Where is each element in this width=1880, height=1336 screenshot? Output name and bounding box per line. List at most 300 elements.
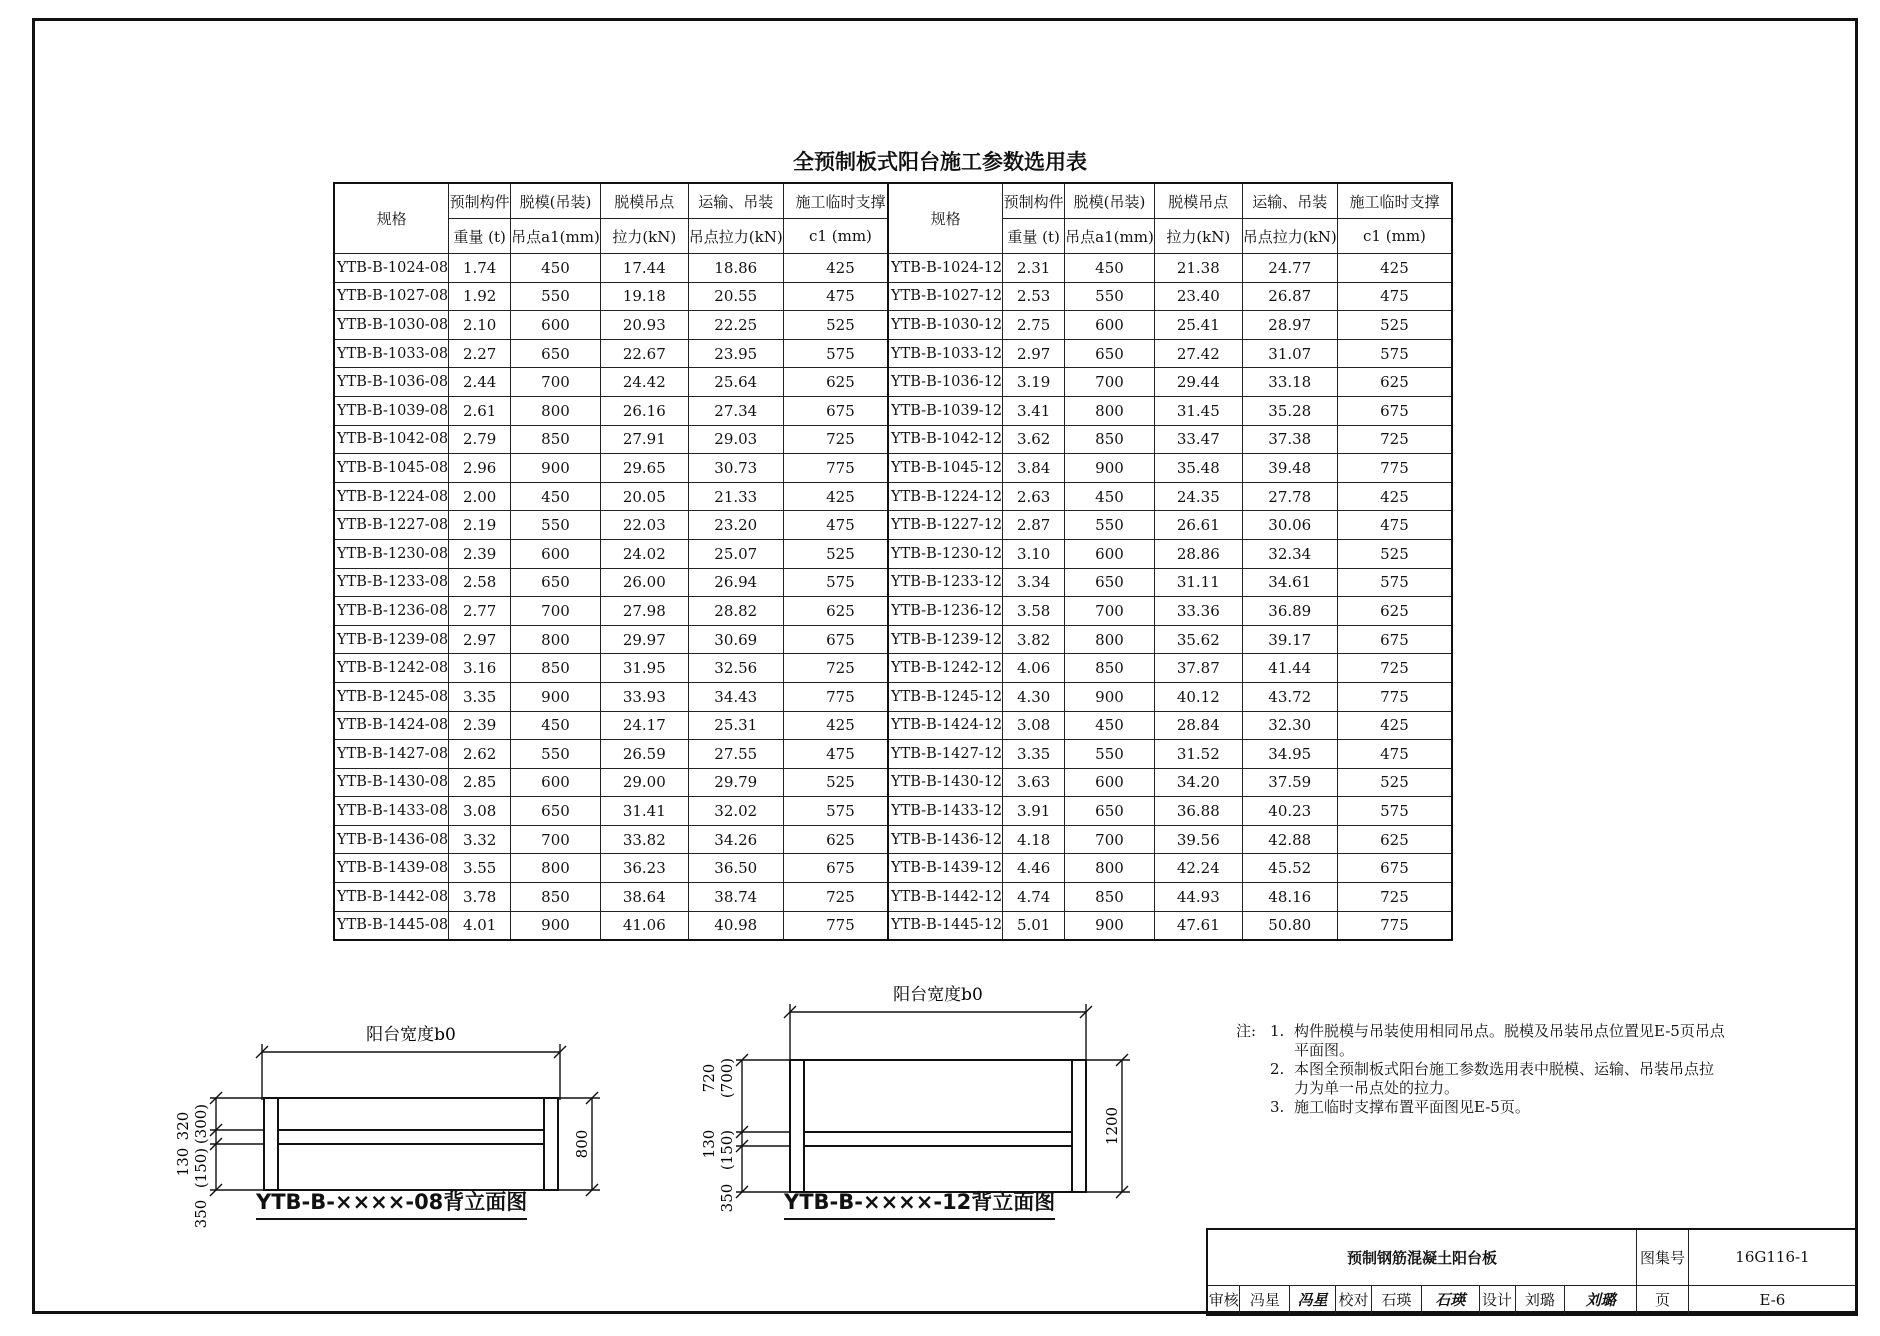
- cell-weight: 3.34: [1003, 568, 1065, 597]
- cell-demold-force: 31.41: [600, 797, 688, 826]
- cell-support-c1: 775: [783, 454, 898, 483]
- cell-transport-force: 27.34: [688, 396, 783, 425]
- cell-weight: 3.82: [1003, 625, 1065, 654]
- cell-a1: 650: [511, 797, 601, 826]
- cell-spec: YTB-B-1224-08: [334, 482, 449, 511]
- cell-transport-force: 20.55: [688, 282, 783, 311]
- cell-spec: YTB-B-1039-08: [334, 396, 449, 425]
- cell-transport-force: 30.06: [1242, 511, 1337, 540]
- header-transport-1: 运输、吊装: [1242, 183, 1337, 219]
- cell-demold-force: 29.65: [600, 454, 688, 483]
- reviewer-name: 冯星: [1240, 1285, 1290, 1315]
- cell-demold-force: 36.23: [600, 854, 688, 883]
- cell-demold-force: 29.97: [600, 625, 688, 654]
- cell-support-c1: 675: [1337, 854, 1452, 883]
- cell-demold-force: 39.56: [1154, 825, 1242, 854]
- cell-spec: YTB-B-1039-12: [888, 396, 1003, 425]
- cell-demold-force: 47.61: [1154, 911, 1242, 940]
- cell-weight: 3.91: [1003, 797, 1065, 826]
- cell-transport-force: 33.18: [1242, 368, 1337, 397]
- cell-weight: 2.53: [1003, 282, 1065, 311]
- header-demold-2: 拉力(kN): [1154, 219, 1242, 254]
- cell-support-c1: 725: [1337, 883, 1452, 912]
- cell-a1: 800: [511, 396, 601, 425]
- cell-support-c1: 675: [1337, 625, 1452, 654]
- width-label: 阳台宽度b0: [366, 1025, 456, 1045]
- cell-demold-force: 26.00: [600, 568, 688, 597]
- cell-spec: YTB-B-1427-12: [888, 740, 1003, 769]
- cell-support-c1: 675: [783, 854, 898, 883]
- cell-weight: 2.63: [1003, 482, 1065, 511]
- cell-support-c1: 775: [783, 911, 898, 940]
- cell-support-c1: 625: [1337, 825, 1452, 854]
- table-row: [334, 568, 898, 597]
- cell-weight: 3.58: [1003, 597, 1065, 626]
- cell-weight: 2.61: [449, 396, 511, 425]
- cell-a1: 600: [511, 539, 601, 568]
- cell-weight: 2.10: [449, 311, 511, 340]
- cell-support-c1: 625: [783, 825, 898, 854]
- cell-transport-force: 26.94: [688, 568, 783, 597]
- cell-support-c1: 575: [1337, 797, 1452, 826]
- cell-support-c1: 725: [1337, 654, 1452, 683]
- caption-12: YTB-B-××××-12背立面图: [784, 1186, 1055, 1220]
- cell-weight: 4.30: [1003, 682, 1065, 711]
- cell-a1: 800: [1065, 625, 1155, 654]
- cell-weight: 2.77: [449, 597, 511, 626]
- cell-support-c1: 675: [783, 625, 898, 654]
- designer-name: 刘璐: [1515, 1285, 1565, 1315]
- review-label: 审核: [1207, 1285, 1240, 1315]
- cell-transport-force: 37.38: [1242, 425, 1337, 454]
- cell-weight: 2.19: [449, 511, 511, 540]
- table-row: [334, 482, 898, 511]
- cell-a1: 800: [511, 854, 601, 883]
- cell-transport-force: 37.59: [1242, 768, 1337, 797]
- cell-support-c1: 475: [1337, 740, 1452, 769]
- cell-a1: 850: [1065, 883, 1155, 912]
- cell-spec: YTB-B-1042-12: [888, 425, 1003, 454]
- cell-support-c1: 725: [783, 883, 898, 912]
- cell-spec: YTB-B-1233-12: [888, 568, 1003, 597]
- cell-transport-force: 35.28: [1242, 396, 1337, 425]
- cell-transport-force: 29.03: [688, 425, 783, 454]
- checker-name: 石瑛: [1371, 1285, 1421, 1315]
- cell-support-c1: 425: [783, 711, 898, 740]
- cell-support-c1: 525: [1337, 539, 1452, 568]
- cell-demold-force: 25.41: [1154, 311, 1242, 340]
- cell-support-c1: 625: [783, 368, 898, 397]
- cell-a1: 900: [511, 454, 601, 483]
- table-row: [888, 825, 1452, 854]
- cell-weight: 2.96: [449, 454, 511, 483]
- header-weight-1: 预制构件: [449, 183, 511, 219]
- cell-weight: 2.75: [1003, 311, 1065, 340]
- cell-demold-force: 26.16: [600, 396, 688, 425]
- cell-a1: 450: [511, 254, 601, 283]
- table-row: [888, 654, 1452, 683]
- reviewer-signature: 冯星: [1290, 1285, 1336, 1315]
- cell-spec: YTB-B-1242-12: [888, 654, 1003, 683]
- cell-spec: YTB-B-1424-08: [334, 711, 449, 740]
- cell-support-c1: 425: [783, 254, 898, 283]
- cell-support-c1: 575: [783, 797, 898, 826]
- cell-weight: 4.06: [1003, 654, 1065, 683]
- cell-a1: 850: [511, 654, 601, 683]
- cell-demold-force: 19.18: [600, 282, 688, 311]
- cell-spec: YTB-B-1045-08: [334, 454, 449, 483]
- cell-weight: 3.78: [449, 883, 511, 912]
- cell-demold-force: 44.93: [1154, 883, 1242, 912]
- table-row: [334, 682, 898, 711]
- header-a1-2: 吊点a1(mm): [1065, 219, 1155, 254]
- cell-a1: 550: [1065, 511, 1155, 540]
- cell-transport-force: 23.20: [688, 511, 783, 540]
- cell-demold-force: 29.00: [600, 768, 688, 797]
- cell-transport-force: 34.61: [1242, 568, 1337, 597]
- cell-transport-force: 42.88: [1242, 825, 1337, 854]
- cell-demold-force: 24.17: [600, 711, 688, 740]
- cell-weight: 3.08: [449, 797, 511, 826]
- table-title: 全预制板式阳台施工参数选用表: [793, 150, 1087, 174]
- cell-spec: YTB-B-1024-08: [334, 254, 449, 283]
- cell-weight: 2.62: [449, 740, 511, 769]
- cell-spec: YTB-B-1436-08: [334, 825, 449, 854]
- table-row: [334, 711, 898, 740]
- header-weight-1: 预制构件: [1003, 183, 1065, 219]
- cell-demold-force: 26.59: [600, 740, 688, 769]
- cell-weight: 3.35: [1003, 740, 1065, 769]
- table-row: [334, 454, 898, 483]
- cell-support-c1: 525: [1337, 311, 1452, 340]
- cell-a1: 700: [511, 597, 601, 626]
- cell-weight: 3.35: [449, 682, 511, 711]
- header-support-1: 施工临时支撑: [783, 183, 898, 219]
- cell-a1: 650: [1065, 568, 1155, 597]
- atlas-number: 16G116-1: [1688, 1229, 1857, 1285]
- table-row: [334, 854, 898, 883]
- note-text: 施工临时支撑布置平面图见E-5页。: [1294, 1098, 1530, 1116]
- cell-a1: 850: [511, 425, 601, 454]
- cell-a1: 800: [511, 625, 601, 654]
- table-row: [888, 625, 1452, 654]
- cell-demold-force: 28.86: [1154, 539, 1242, 568]
- table-row: [888, 797, 1452, 826]
- header-spec: 规格: [334, 183, 449, 254]
- cell-spec: YTB-B-1027-12: [888, 282, 1003, 311]
- cell-transport-force: 32.34: [1242, 539, 1337, 568]
- cell-demold-force: 42.24: [1154, 854, 1242, 883]
- table-row: [334, 396, 898, 425]
- cell-transport-force: 41.44: [1242, 654, 1337, 683]
- cell-weight: 4.01: [449, 911, 511, 940]
- cell-demold-force: 40.12: [1154, 682, 1242, 711]
- cell-transport-force: 32.02: [688, 797, 783, 826]
- cell-support-c1: 775: [1337, 682, 1452, 711]
- cell-support-c1: 625: [783, 597, 898, 626]
- cell-weight: 3.55: [449, 854, 511, 883]
- cell-support-c1: 675: [1337, 396, 1452, 425]
- cell-support-c1: 525: [783, 311, 898, 340]
- cell-spec: YTB-B-1430-12: [888, 768, 1003, 797]
- header-demold-1: 脱模吊点: [600, 183, 688, 219]
- table-row: [888, 396, 1452, 425]
- cell-support-c1: 575: [1337, 339, 1452, 368]
- cell-a1: 550: [1065, 282, 1155, 311]
- dim-height: 800: [573, 1129, 591, 1159]
- cell-spec: YTB-B-1439-08: [334, 854, 449, 883]
- cell-spec: YTB-B-1033-08: [334, 339, 449, 368]
- cell-support-c1: 475: [783, 740, 898, 769]
- cell-support-c1: 525: [783, 539, 898, 568]
- page-number: E-6: [1688, 1285, 1857, 1315]
- cell-weight: 4.74: [1003, 883, 1065, 912]
- cell-support-c1: 725: [783, 654, 898, 683]
- header-transport-1: 运输、吊装: [688, 183, 783, 219]
- designer-signature: 刘璐: [1565, 1285, 1637, 1315]
- cell-a1: 700: [1065, 825, 1155, 854]
- cell-transport-force: 50.80: [1242, 911, 1337, 940]
- cell-demold-force: 35.62: [1154, 625, 1242, 654]
- table-row: [334, 654, 898, 683]
- cell-support-c1: 425: [783, 482, 898, 511]
- dim-top-alt: (700): [718, 1057, 736, 1099]
- cell-demold-force: 27.42: [1154, 339, 1242, 368]
- cell-a1: 600: [1065, 768, 1155, 797]
- cell-spec: YTB-B-1445-08: [334, 911, 449, 940]
- cell-a1: 600: [511, 768, 601, 797]
- cell-support-c1: 725: [1337, 425, 1452, 454]
- cell-a1: 650: [511, 568, 601, 597]
- table-row: [888, 682, 1452, 711]
- cell-spec: YTB-B-1442-08: [334, 883, 449, 912]
- cell-transport-force: 28.97: [1242, 311, 1337, 340]
- cell-transport-force: 25.31: [688, 711, 783, 740]
- dim-mid-alt: (150): [192, 1147, 210, 1189]
- cell-weight: 2.79: [449, 425, 511, 454]
- cell-spec: YTB-B-1036-08: [334, 368, 449, 397]
- table-row: [334, 511, 898, 540]
- table-row: [888, 768, 1452, 797]
- cell-spec: YTB-B-1245-12: [888, 682, 1003, 711]
- table-row: [334, 254, 898, 283]
- cell-transport-force: 27.55: [688, 740, 783, 769]
- cell-transport-force: 36.50: [688, 854, 783, 883]
- cell-transport-force: 23.95: [688, 339, 783, 368]
- note-text: 构件脱模与吊装使用相同吊点。脱模及吊装吊点位置见E-5页吊点平面图。: [1294, 1022, 1725, 1059]
- cell-a1: 850: [1065, 425, 1155, 454]
- cell-transport-force: 18.86: [688, 254, 783, 283]
- cell-support-c1: 775: [783, 682, 898, 711]
- cell-weight: 1.74: [449, 254, 511, 283]
- cell-demold-force: 24.42: [600, 368, 688, 397]
- cell-a1: 900: [511, 682, 601, 711]
- cell-support-c1: 425: [1337, 711, 1452, 740]
- cell-spec: YTB-B-1442-12: [888, 883, 1003, 912]
- cell-transport-force: 38.74: [688, 883, 783, 912]
- cell-transport-force: 27.78: [1242, 482, 1337, 511]
- table-row: [334, 425, 898, 454]
- cell-demold-force: 31.52: [1154, 740, 1242, 769]
- table-row: [888, 740, 1452, 769]
- table-row: [334, 368, 898, 397]
- cell-a1: 650: [1065, 339, 1155, 368]
- note-number: 1.: [1270, 1022, 1285, 1040]
- title-block: [1206, 1228, 1858, 1314]
- cell-weight: 3.10: [1003, 539, 1065, 568]
- table-row: [888, 568, 1452, 597]
- header-spec: 规格: [888, 183, 1003, 254]
- header-transport-2: 吊点拉力(kN): [688, 219, 783, 254]
- cell-support-c1: 775: [1337, 911, 1452, 940]
- table-row: [888, 854, 1452, 883]
- cell-support-c1: 425: [1337, 482, 1452, 511]
- cell-weight: 3.84: [1003, 454, 1065, 483]
- cell-transport-force: 48.16: [1242, 883, 1337, 912]
- cell-transport-force: 34.95: [1242, 740, 1337, 769]
- cell-demold-force: 27.98: [600, 597, 688, 626]
- cell-a1: 450: [1065, 482, 1155, 511]
- cell-spec: YTB-B-1439-12: [888, 854, 1003, 883]
- cell-weight: 2.39: [449, 539, 511, 568]
- table-row: [888, 454, 1452, 483]
- cell-a1: 700: [511, 368, 601, 397]
- cell-spec: YTB-B-1233-08: [334, 568, 449, 597]
- table-row: [888, 539, 1452, 568]
- atlas-label: 图集号: [1637, 1229, 1689, 1285]
- header-weight-2: 重量 (t): [1003, 219, 1065, 254]
- header-a1-1: 脱模(吊装): [1065, 183, 1155, 219]
- cell-demold-force: 34.20: [1154, 768, 1242, 797]
- cell-weight: 1.92: [449, 282, 511, 311]
- cell-support-c1: 575: [783, 339, 898, 368]
- cell-demold-force: 31.95: [600, 654, 688, 683]
- cell-transport-force: 32.56: [688, 654, 783, 683]
- table-row: [888, 311, 1452, 340]
- table-row: [888, 911, 1452, 940]
- table-row: [888, 482, 1452, 511]
- cell-transport-force: 43.72: [1242, 682, 1337, 711]
- cell-a1: 650: [1065, 797, 1155, 826]
- cell-demold-force: 31.11: [1154, 568, 1242, 597]
- dim-bottom: 350: [192, 1199, 210, 1229]
- cell-a1: 450: [1065, 254, 1155, 283]
- table-row: [888, 425, 1452, 454]
- caption-08: YTB-B-××××-08背立面图: [256, 1186, 527, 1220]
- cell-weight: 3.19: [1003, 368, 1065, 397]
- cell-demold-force: 22.67: [600, 339, 688, 368]
- cell-weight: 2.00: [449, 482, 511, 511]
- cell-spec: YTB-B-1227-08: [334, 511, 449, 540]
- table-row: [334, 339, 898, 368]
- cell-support-c1: 525: [1337, 768, 1452, 797]
- cell-transport-force: 39.17: [1242, 625, 1337, 654]
- cell-spec: YTB-B-1027-08: [334, 282, 449, 311]
- note-text: 本图全预制板式阳台施工参数选用表中脱模、运输、吊装吊点拉力为单一吊点处的拉力。: [1294, 1060, 1715, 1097]
- cell-a1: 900: [1065, 454, 1155, 483]
- cell-demold-force: 37.87: [1154, 654, 1242, 683]
- cell-demold-force: 29.44: [1154, 368, 1242, 397]
- cell-spec: YTB-B-1036-12: [888, 368, 1003, 397]
- cell-weight: 2.97: [449, 625, 511, 654]
- checker-signature: 石瑛: [1421, 1285, 1479, 1315]
- cell-demold-force: 22.03: [600, 511, 688, 540]
- cell-transport-force: 30.73: [688, 454, 783, 483]
- cell-spec: YTB-B-1239-08: [334, 625, 449, 654]
- cell-weight: 2.31: [1003, 254, 1065, 283]
- cell-demold-force: 26.61: [1154, 511, 1242, 540]
- cell-demold-force: 35.48: [1154, 454, 1242, 483]
- dim-height: 1200: [1103, 1106, 1121, 1146]
- cell-demold-force: 20.93: [600, 311, 688, 340]
- width-label: 阳台宽度b0: [893, 985, 983, 1005]
- table-row: [888, 368, 1452, 397]
- header-support-2: c1 (mm): [783, 219, 898, 254]
- cell-demold-force: 23.40: [1154, 282, 1242, 311]
- table-row: [334, 740, 898, 769]
- cell-demold-force: 17.44: [600, 254, 688, 283]
- table-row: [334, 282, 898, 311]
- cell-spec: YTB-B-1024-12: [888, 254, 1003, 283]
- cell-demold-force: 38.64: [600, 883, 688, 912]
- cell-demold-force: 24.02: [600, 539, 688, 568]
- cell-a1: 850: [1065, 654, 1155, 683]
- cell-spec: YTB-B-1427-08: [334, 740, 449, 769]
- cell-support-c1: 475: [783, 282, 898, 311]
- header-support-1: 施工临时支撑: [1337, 183, 1452, 219]
- cell-weight: 4.46: [1003, 854, 1065, 883]
- cell-spec: YTB-B-1424-12: [888, 711, 1003, 740]
- cell-demold-force: 33.47: [1154, 425, 1242, 454]
- cell-a1: 700: [1065, 368, 1155, 397]
- cell-demold-force: 33.36: [1154, 597, 1242, 626]
- cell-support-c1: 575: [1337, 568, 1452, 597]
- design-label: 设计: [1479, 1285, 1515, 1315]
- dim-bottom: 350: [718, 1183, 736, 1213]
- cell-transport-force: 28.82: [688, 597, 783, 626]
- table-row: [334, 883, 898, 912]
- cell-weight: 5.01: [1003, 911, 1065, 940]
- cell-support-c1: 525: [783, 768, 898, 797]
- cell-a1: 450: [511, 482, 601, 511]
- cell-a1: 900: [1065, 911, 1155, 940]
- drawing-title: 预制钢筋混凝土阳台板: [1207, 1229, 1637, 1285]
- cell-weight: 2.27: [449, 339, 511, 368]
- cell-demold-force: 33.82: [600, 825, 688, 854]
- cell-transport-force: 32.30: [1242, 711, 1337, 740]
- cell-spec: YTB-B-1433-08: [334, 797, 449, 826]
- table-row: [888, 511, 1452, 540]
- cell-spec: YTB-B-1445-12: [888, 911, 1003, 940]
- cell-weight: 2.44: [449, 368, 511, 397]
- cell-support-c1: 775: [1337, 454, 1452, 483]
- cell-a1: 600: [1065, 311, 1155, 340]
- dim-mid: 130: [700, 1129, 718, 1159]
- cell-transport-force: 34.26: [688, 825, 783, 854]
- table-row: [334, 311, 898, 340]
- cell-demold-force: 21.38: [1154, 254, 1242, 283]
- cell-a1: 650: [511, 339, 601, 368]
- table-row: [888, 339, 1452, 368]
- cell-weight: 3.62: [1003, 425, 1065, 454]
- cell-transport-force: 29.79: [688, 768, 783, 797]
- cell-spec: YTB-B-1230-08: [334, 539, 449, 568]
- cell-weight: 2.87: [1003, 511, 1065, 540]
- header-demold-1: 脱模吊点: [1154, 183, 1242, 219]
- cell-a1: 700: [511, 825, 601, 854]
- cell-transport-force: 30.69: [688, 625, 783, 654]
- table-row: [334, 911, 898, 940]
